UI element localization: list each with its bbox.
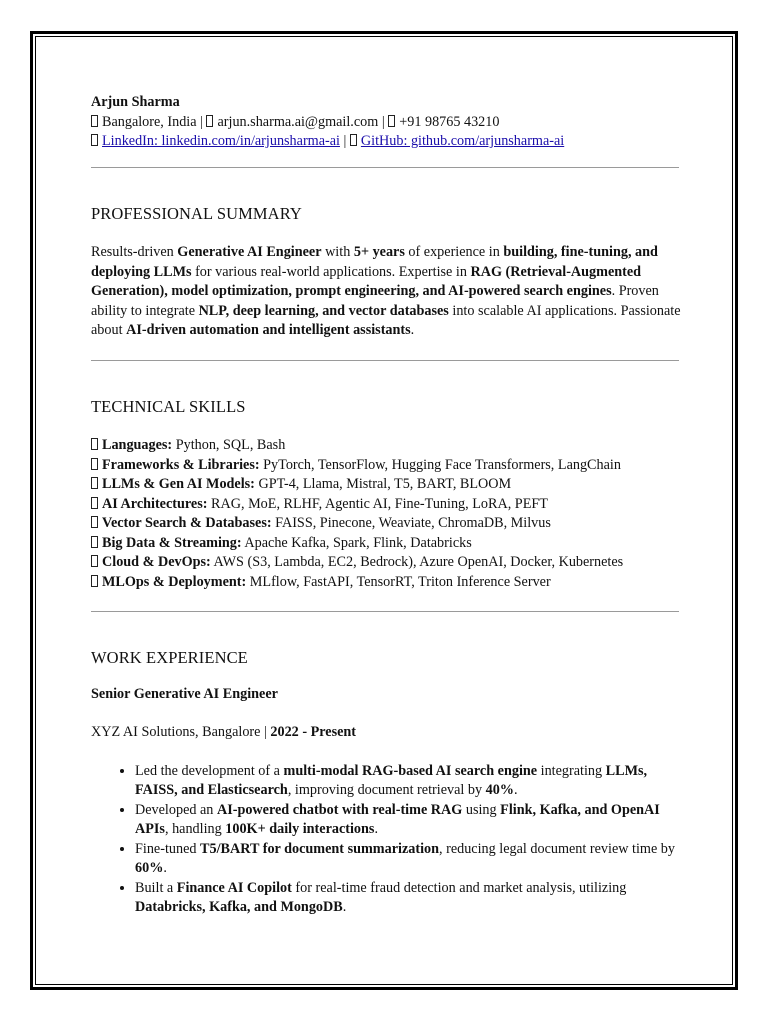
skill-category: AI Architectures: <box>102 495 208 512</box>
job-period: 2022 - Present <box>270 724 357 740</box>
github-link[interactable]: GitHub: github.com/arjunsharma-ai <box>360 133 565 149</box>
text: . <box>374 821 378 837</box>
bold-text: AI-driven automation and intelligent assistants <box>126 322 411 338</box>
text: with <box>321 244 354 260</box>
bold-text: 5+ years <box>353 244 405 260</box>
skill-category: MLOps & Deployment: <box>102 573 247 590</box>
skill-values: GPT-4, Llama, Mistral, T5, BART, BLOOM <box>254 476 512 492</box>
bold-text: Generative AI Engineer <box>177 244 322 260</box>
section-heading-summary: PROFESSIONAL SUMMARY <box>91 203 302 223</box>
checkbox-icon <box>91 536 98 548</box>
links-line <box>91 132 681 152</box>
text: into scalable AI applications. Passionate about <box>91 302 681 338</box>
section-heading-experience: WORK EXPERIENCE <box>91 648 248 667</box>
skill-row <box>91 475 681 495</box>
bold-text: RAG (Retrieval-Augmented Generation), model optimization, prompt engineering, and AI-powered search engines <box>91 263 642 299</box>
resume-header <box>91 93 681 152</box>
separator: | <box>343 133 347 149</box>
skill-category: Cloud & DevOps: <box>102 554 211 570</box>
bold-text: multi-modal RAG-based AI search engine <box>283 762 538 779</box>
separator: | <box>381 113 385 130</box>
job-bullet <box>135 762 681 801</box>
email-text: arjun.sharma.ai@gmail.com <box>217 113 379 130</box>
text: , handling <box>164 821 226 837</box>
linkedin-link[interactable]: LinkedIn: linkedin.com/in/arjunsharma-ai <box>102 133 340 149</box>
bold-text: Databricks, Kafka, and MongoDB <box>135 899 343 915</box>
text: . <box>342 899 347 915</box>
bold-text: AI-powered chatbot with real-time RAG <box>216 801 463 818</box>
contact-line <box>91 113 681 133</box>
skill-values: PyTorch, TensorFlow, Hugging Face Transformers, LangChain <box>259 456 621 473</box>
linkedin-icon <box>91 134 98 146</box>
text: . <box>410 322 415 338</box>
resume-document <box>91 93 681 918</box>
location-icon <box>91 115 98 127</box>
skill-row <box>91 456 681 476</box>
bold-text: building, fine-tuning, and deploying LLMs <box>91 244 658 280</box>
summary-paragraph <box>91 243 681 341</box>
bold-text: NLP, deep learning, and vector databases <box>198 302 449 319</box>
skill-values: MLflow, FastAPI, TensorRT, Triton Inference Server <box>246 573 551 590</box>
job-bullet-list <box>91 762 681 918</box>
email-icon <box>206 115 213 127</box>
divider <box>91 611 679 612</box>
text: . <box>163 860 167 876</box>
bold-text: Flink, Kafka, and OpenAI APIs <box>135 801 660 837</box>
job-company-line <box>91 723 681 743</box>
job-bullet <box>135 801 681 840</box>
text: integrating <box>537 762 606 779</box>
skill-category: LLMs & Gen AI Models: <box>102 476 255 492</box>
text: using <box>462 801 501 818</box>
checkbox-icon <box>91 516 98 528</box>
skill-values: Python, SQL, Bash <box>172 437 286 453</box>
skills-list <box>91 436 681 592</box>
bold-text: 60% <box>135 860 164 876</box>
job-company: XYZ AI Solutions, Bangalore | <box>91 724 271 740</box>
text: of experience in <box>404 244 504 260</box>
section-heading-skills: TECHNICAL SKILLS <box>91 396 246 416</box>
text: , reducing legal document review time by <box>439 840 675 857</box>
skill-row <box>91 514 681 534</box>
bold-text: 100K+ daily interactions <box>225 821 375 837</box>
text: Developed an <box>135 801 217 818</box>
job-bullet <box>135 879 681 918</box>
skill-values: Apache Kafka, Spark, Flink, Databricks <box>241 534 472 551</box>
checkbox-icon <box>91 477 98 489</box>
location-text: Bangalore, India <box>102 113 197 130</box>
candidate-name: Arjun Sharma <box>91 94 180 110</box>
github-icon <box>350 134 357 146</box>
bold-text: Finance AI Copilot <box>176 879 292 896</box>
text: for real-time fraud detection and market analysis, utilizing <box>291 879 627 896</box>
text: Results-driven <box>91 244 178 260</box>
checkbox-icon <box>91 575 98 587</box>
checkbox-icon <box>91 458 98 470</box>
text: . Proven ability to integrate <box>91 283 659 319</box>
skill-row <box>91 495 681 515</box>
skill-row <box>91 573 681 593</box>
checkbox-icon <box>91 438 98 450</box>
checkbox-icon <box>91 555 98 567</box>
skill-values: RAG, MoE, RLHF, Agentic AI, Fine-Tuning, LoRA, PEFT <box>207 495 548 512</box>
skill-values: FAISS, Pinecone, Weaviate, ChromaDB, Milvus <box>271 515 551 531</box>
separator: | <box>200 113 203 130</box>
bold-text: T5/BART for document summarization <box>200 840 439 857</box>
skill-category: Big Data & Streaming: <box>102 534 242 551</box>
phone-icon <box>388 115 395 127</box>
divider <box>91 360 679 361</box>
skill-category: Vector Search & Databases: <box>102 515 272 531</box>
text: for various real-world applications. Expertise in <box>191 263 471 280</box>
text: Led the development of a <box>135 762 284 779</box>
phone-text: +91 98765 43210 <box>399 113 500 130</box>
checkbox-icon <box>91 497 98 509</box>
text: Fine-tuned <box>135 840 201 857</box>
skill-row <box>91 436 681 456</box>
skill-row <box>91 553 681 573</box>
text: , improving document retrieval by <box>287 782 486 798</box>
job-title: Senior Generative AI Engineer <box>91 685 278 702</box>
job-bullet <box>135 840 681 879</box>
bold-text: LLMs, FAISS, and Elasticsearch <box>135 762 648 798</box>
bold-text: 40% <box>485 782 514 798</box>
divider <box>91 167 679 168</box>
skill-category: Frameworks & Libraries: <box>102 456 260 473</box>
text: . <box>513 782 518 798</box>
skill-values: AWS (S3, Lambda, EC2, Bedrock), Azure OpenAI, Docker, Kubernetes <box>210 554 624 570</box>
skill-category: Languages: <box>102 437 173 453</box>
skill-row <box>91 534 681 554</box>
text: Built a <box>135 879 177 896</box>
